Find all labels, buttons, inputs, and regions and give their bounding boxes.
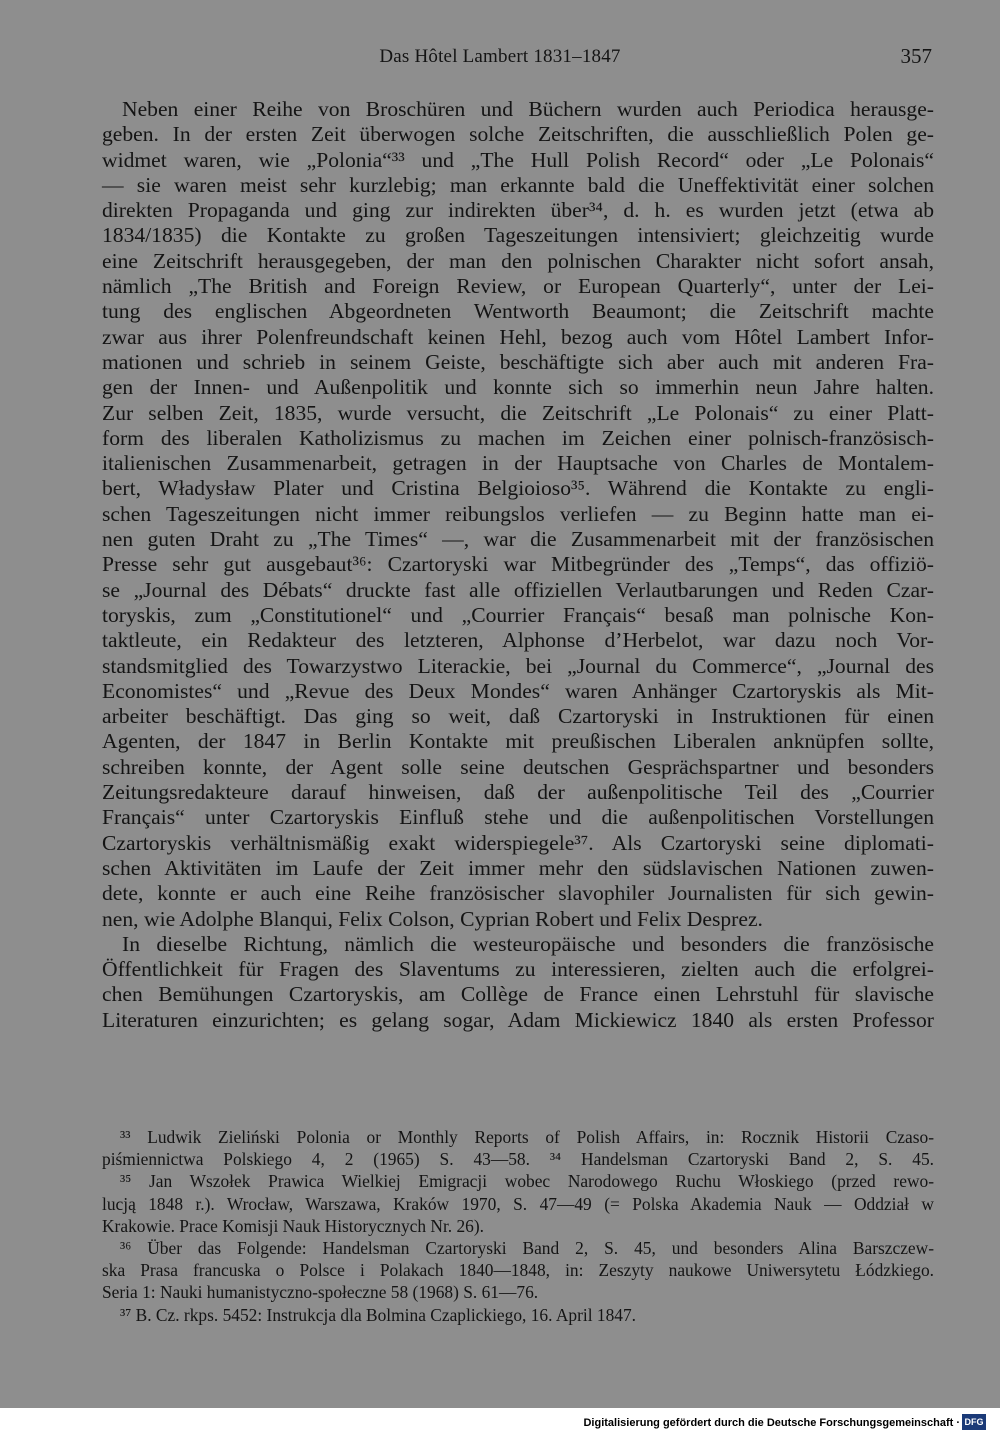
body-line: Presse sehr gut ausgebaut³⁶: Czartoryski war Mitbegründer des „Temps“, das offiziö- — [102, 552, 934, 577]
body-line: se „Journal des Débats“ druckte fast alle offiziellen Verlautbarungen und Reden Czar- — [102, 577, 934, 602]
body-line: geben. In der ersten Zeit überwogen solche Zeitschriften, die ausschließlich Polen ge- — [102, 122, 934, 147]
body-line: Français“ unter Czartoryskis Einfluß stehe und die außenpolitischen Vorstellungen — [102, 805, 934, 830]
footnote-line: ska Prasa francuska o Polsce i Polakach 1840—1848, in: Zeszyty naukowe Uniwersytetu Łódzkiego. — [102, 1260, 934, 1281]
body-line: standsmitglied des Towarzystwo Literackie, bei „Journal du Commerce“, „Journal des — [102, 653, 934, 678]
body-text — [102, 97, 934, 1033]
body-line: Neben einer Reihe von Broschüren und Büchern wurden auch Periodica herausge- — [122, 97, 934, 121]
digitization-credit: Digitalisierung gefördert durch die Deutsche Forschungsgemeinschaft · — [583, 1417, 960, 1429]
body-line: gen der Innen- und Außenpolitik und konnte sich so immerhin neun Jahre halten. — [102, 375, 934, 400]
body-line: dete, konnte er auch eine Reihe französischer slavophiler Journalisten für sich gewin- — [102, 881, 934, 906]
body-line: form des liberalen Katholizismus zu machen im Zeichen einer polnisch-französisch- — [102, 425, 934, 450]
footnote-line: ³⁶ Über das Folgende: Handelsman Czartoryski Band 2, S. 45, und besonders Alina Barszczew- — [120, 1237, 934, 1258]
footnote-line: Seria 1: Nauki humanistyczno-społeczne 58 (1968) S. 61—76. — [102, 1282, 539, 1303]
body-line: Economistes“ und „Revue des Deux Mondes“ waren Anhänger Czartoryskis als Mit- — [102, 678, 934, 703]
body-line: schen Tageszeitungen nicht immer reibungslos verliefen — zu Beginn hatte man ei- — [102, 501, 934, 526]
body-line: direkten Propaganda und ging zur indirekten über³⁴, d. h. es wurden jetzt (etwa ab — [102, 198, 934, 223]
body-line: toryskis, zum „Constitutionel“ und „Courrier Français“ besaß man polnische Kon- — [102, 602, 934, 627]
body-line: 1834/1835) die Kontakte zu großen Tageszeitungen intensiviert; gleichzeitig wurde — [102, 223, 934, 248]
body-line: italienischen Zusammenarbeit, getragen in der Hauptsache von Charles de Montalem- — [102, 451, 934, 476]
footnote-line: Krakowie. Prace Komisji Nauk Historycznych Nr. 26). — [102, 1215, 485, 1236]
body-line: — sie waren meist sehr kurzlebig; man erkannte bald die Uneffektivität einer solchen — [102, 172, 934, 197]
body-line: Czartoryskis verhältnismäßig exakt widerspiegele³⁷. Als Czartoryski seine diplomati- — [102, 830, 934, 855]
footnote-line: lucją 1848 r.). Wrocław, Warszawa, Kraków 1970, S. 47—49 (= Polska Akademia Nauk — Oddział w — [102, 1193, 934, 1214]
body-line: nen guten Draht zu „The Times“ —, war die Zusammenarbeit mit der französischen — [102, 527, 934, 552]
body-line: mationen und schrieb in seinem Geiste, beschäftigte sich aber auch mit anderen Fra- — [102, 349, 934, 374]
footnote-line: piśmiennictwa Polskiego 4, 2 (1965) S. 43—58. ³⁴ Handelsman Czartoryski Band 2, S. 45. — [102, 1149, 934, 1170]
body-line: chen Bemühungen Czartoryskis, am Collège de France einen Lehrstuhl für slavische — [102, 982, 934, 1007]
footnote-line: ³⁵ Jan Wszołek Prawica Wielkiej Emigracji wobec Narodowego Ruchu Włoskiego (przed rewo- — [120, 1171, 934, 1192]
body-line: Agenten, der 1847 in Berlin Kontakte mit preußischen Liberalen anknüpfen sollte, — [102, 729, 934, 754]
body-line: zwar aus ihrer Polenfreundschaft keinen Hehl, bezog auch vom Hôtel Lambert Infor- — [102, 324, 934, 349]
body-line: bert, Władysław Plater und Cristina Belgioioso³⁵. Während die Kontakte zu engli- — [102, 476, 934, 501]
body-line: taktleute, ein Redakteur des letzteren, Alphonse d’Herbelot, war dazu noch Vor- — [102, 628, 934, 653]
body-line: Zeitungsredakteure darauf hinweisen, daß der außenpolitische Teil des „Courrier — [102, 780, 934, 805]
footnote-line: ³³ Ludwik Zieliński Polonia or Monthly Reports of Polish Affairs, in: Rocznik Historii Czaso- — [120, 1127, 934, 1147]
running-header: Das Hôtel Lambert 1831–1847 — [379, 46, 621, 67]
page-number: 357 — [900, 44, 932, 68]
dfg-logo-icon: DFG — [962, 1414, 986, 1430]
body-line: eine Zeitschrift herausgegeben, der man den polnischen Charakter nicht sofort ansah, — [102, 248, 934, 273]
body-line: schreiben konnte, der Agent solle seine deutschen Gesprächspartner und besonders — [102, 754, 934, 779]
body-line: nämlich „The British and Foreign Review, or European Quarterly“, unter der Lei- — [102, 274, 934, 299]
body-line: In dieselbe Richtung, nämlich die westeuropäische und besonders die französische — [122, 931, 934, 956]
body-line: Literaturen einzurichten; es gelang sogar, Adam Mickiewicz 1840 als ersten Professor — [102, 1007, 934, 1032]
body-line: schen Aktivitäten im Laufe der Zeit immer mehr den südslavischen Nationen zuwen- — [102, 855, 934, 880]
body-line: Öffentlichkeit für Fragen des Slaventums zu interessieren, zielten auch die erfolgrei- — [102, 957, 934, 982]
body-line: tung des englischen Abgeordneten Wentworth Beaumont; die Zeitschrift machte — [102, 299, 934, 324]
body-line: nen, wie Adolphe Blanqui, Felix Colson, Cyprian Robert und Felix Desprez. — [102, 906, 763, 931]
footnotes — [102, 1126, 934, 1326]
body-line: Zur selben Zeit, 1835, wurde versucht, die Zeitschrift „Le Polonais“ zu einer Platt- — [102, 400, 934, 425]
footnote-line: ³⁷ B. Cz. rkps. 5452: Instrukcja dla Bolmina Czaplickiego, 16. April 1847. — [120, 1304, 637, 1325]
body-line: arbeiter beschäftigt. Das ging so weit, daß Czartoryski in Instruktionen für einen — [102, 704, 934, 729]
body-line: widmet waren, wie „Polonia“³³ und „The Hull Polish Record“ oder „Le Polonais“ — [102, 147, 934, 172]
